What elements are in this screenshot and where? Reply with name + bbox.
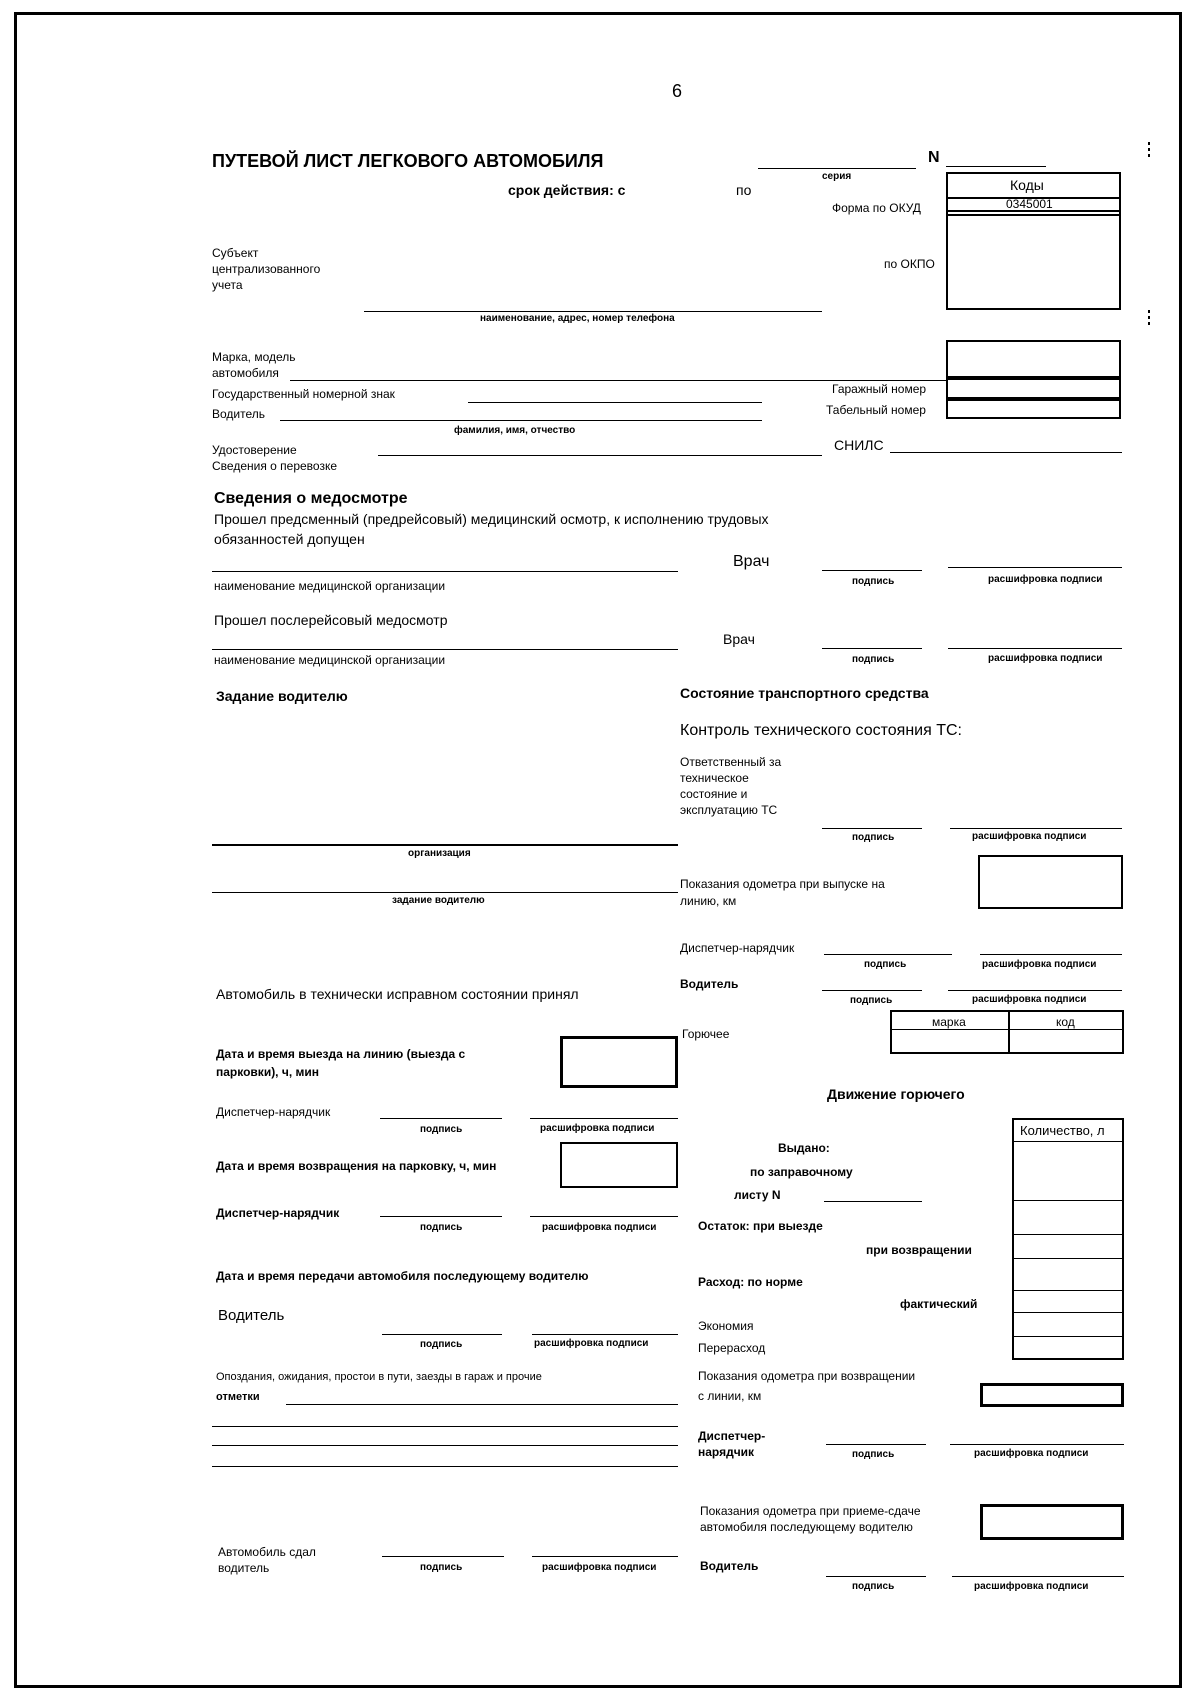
medical-heading: Сведения о медосмотре xyxy=(214,490,408,507)
snils-line xyxy=(890,452,1122,453)
subject-line xyxy=(364,311,822,312)
odometer-hand-label: Показания одометра при приеме-сдаче xyxy=(700,1504,921,1518)
dispatcher2-label: Диспетчер- xyxy=(698,1429,766,1443)
resp-sig-line[interactable] xyxy=(822,828,922,829)
resp-label: техническое xyxy=(680,771,749,785)
dispatcher-decode-line-1[interactable] xyxy=(530,1118,678,1119)
driver-label-left: Водитель xyxy=(218,1307,285,1324)
decode-caption: расшифровка подписи xyxy=(540,1123,655,1134)
decode-caption: расшифровка подписи xyxy=(982,959,1097,970)
handed-sig-line[interactable] xyxy=(382,1556,504,1557)
qty-row-divider xyxy=(1012,1141,1124,1142)
qty-row-divider xyxy=(1012,1290,1124,1291)
driver-line xyxy=(280,420,762,421)
margin-marks xyxy=(1148,310,1152,328)
dispatcher-label-1: Диспетчер-нарядчик xyxy=(216,1105,331,1119)
make-label: автомобиля xyxy=(212,366,279,380)
validity-to-label: по xyxy=(736,182,752,198)
med-org-line-2 xyxy=(212,649,678,650)
driver2-label: Водитель xyxy=(700,1559,759,1573)
med-org-caption-2: наименование медицинской организации xyxy=(214,653,446,667)
dispatcher-sig-line-1[interactable] xyxy=(380,1118,502,1119)
sig-caption: подпись xyxy=(852,1581,895,1592)
doctor-sig-line-2[interactable] xyxy=(822,648,922,649)
series-input[interactable] xyxy=(760,150,914,166)
odometer-ret-label: с линии, км xyxy=(698,1389,762,1403)
dispatcher2-label: нарядчик xyxy=(698,1445,755,1459)
odometer-hand-label: автомобиля последующему водителю xyxy=(700,1520,913,1534)
sig-caption: подпись xyxy=(864,959,907,970)
org-input[interactable] xyxy=(214,826,676,842)
snils-label: СНИЛС xyxy=(834,437,884,453)
sig-caption: подпись xyxy=(850,995,893,1006)
by-card-label: по заправочному xyxy=(750,1165,853,1179)
series-line xyxy=(758,168,916,169)
okud-value: 0345001 xyxy=(1006,197,1053,211)
decode-caption: расшифровка подписи xyxy=(974,1581,1089,1592)
economy-label: Экономия xyxy=(698,1319,754,1333)
doctor-label-2: Врач xyxy=(723,631,755,647)
handed-label: Автомобиль сдал xyxy=(218,1545,316,1559)
card-number-line xyxy=(824,1201,922,1202)
task-caption: задание водителю xyxy=(392,895,485,906)
doctor-decode-line-2[interactable] xyxy=(948,648,1122,649)
driver-input[interactable] xyxy=(282,403,760,419)
fuel-table-divider xyxy=(1008,1010,1010,1054)
number-input[interactable] xyxy=(948,148,1044,164)
margin-marks xyxy=(1148,142,1152,160)
qty-header: Количество, л xyxy=(1020,1123,1105,1138)
okpo-cell[interactable] xyxy=(946,214,1121,310)
driver-label: Водитель xyxy=(212,407,266,421)
rest-out-label: Остаток: при выезде xyxy=(698,1219,823,1233)
plate-label: Государственный номерной знак xyxy=(212,387,395,401)
decode-caption: расшифровка подписи xyxy=(972,831,1087,842)
qty-row-divider xyxy=(1012,1336,1124,1337)
task-input[interactable] xyxy=(214,874,676,890)
driver-sig-line-left[interactable] xyxy=(382,1334,502,1335)
garage-cell[interactable] xyxy=(946,378,1121,399)
page-title: ПУТЕВОЙ ЛИСТ ЛЕГКОВОГО АВТОМОБИЛЯ xyxy=(212,151,604,171)
make-code-cell[interactable] xyxy=(946,340,1121,378)
decode-caption: расшифровка подписи xyxy=(988,574,1103,585)
accepted-text: Автомобиль в технически исправном состоянии принял xyxy=(216,986,579,1002)
subject-input[interactable] xyxy=(366,293,820,309)
marks-input[interactable] xyxy=(288,1387,676,1403)
marks-line xyxy=(212,1426,678,1427)
task-heading: Задание водителю xyxy=(216,688,348,704)
resp-label: Ответственный за xyxy=(680,755,782,769)
control-heading: Контроль технического состояния ТС: xyxy=(680,722,962,739)
return-time-box[interactable] xyxy=(560,1142,678,1188)
departure-label: Дата и время выезда на линию (выезда с xyxy=(216,1047,466,1061)
task-line xyxy=(212,892,678,893)
by-card-label: листу N xyxy=(734,1188,781,1202)
number-line xyxy=(946,166,1046,167)
marks-line xyxy=(212,1445,678,1446)
marks-line xyxy=(212,1466,678,1467)
med-org-input-2[interactable] xyxy=(214,631,676,647)
sig-caption: подпись xyxy=(420,1562,463,1573)
fuel-brand-input[interactable] xyxy=(894,1033,1004,1050)
qty-row-divider xyxy=(1012,1258,1124,1259)
dispatcher-label-2: Диспетчер-нарядчик xyxy=(216,1206,340,1220)
odometer-hand-box[interactable] xyxy=(980,1504,1124,1540)
handed-label: водитель xyxy=(218,1561,270,1575)
rest-return-label: при возвращении xyxy=(866,1243,972,1257)
fuel-code-header: код xyxy=(1056,1015,1075,1029)
delays-label: Опоздания, ожидания, простои в пути, заезды в гараж и прочие xyxy=(216,1371,542,1383)
med-org-input-1[interactable] xyxy=(214,553,676,569)
dispatcher-sig-line-2[interactable] xyxy=(380,1216,502,1217)
departure-label: парковки), ч, мин xyxy=(216,1065,319,1079)
fuel-move-heading: Движение горючего xyxy=(827,1086,965,1102)
sig-caption: подпись xyxy=(420,1124,463,1135)
issued-label: Выдано: xyxy=(778,1141,830,1155)
return-label: Дата и время возвращения на парковку, ч, мин xyxy=(216,1159,497,1173)
departure-time-box[interactable] xyxy=(560,1036,678,1088)
dispatcher-decode-line-2[interactable] xyxy=(530,1216,678,1217)
garage-label: Гаражный номер xyxy=(832,382,927,396)
qty-row-divider xyxy=(1012,1312,1124,1313)
subject-label: централизованного xyxy=(212,262,321,276)
resp-decode-line[interactable] xyxy=(950,828,1122,829)
pre-exam-text: обязанностей допущен xyxy=(214,531,365,547)
sig-caption: подпись xyxy=(852,576,895,587)
series-caption: серия xyxy=(822,171,852,182)
sig-caption: подпись xyxy=(852,832,895,843)
marks-line xyxy=(286,1404,678,1405)
driver2-sig-line[interactable] xyxy=(826,1576,926,1577)
page-number: 6 xyxy=(672,81,683,101)
driver-decode-line-left[interactable] xyxy=(532,1334,678,1335)
driver-decode-line-right[interactable] xyxy=(948,990,1122,991)
snils-input[interactable] xyxy=(892,434,1120,450)
sig-caption: подпись xyxy=(852,1449,895,1460)
subject-label: учета xyxy=(212,278,243,292)
number-label: N xyxy=(928,149,940,166)
subject-caption: наименование, адрес, номер телефона xyxy=(480,313,675,324)
decode-caption: расшифровка подписи xyxy=(534,1338,649,1349)
decode-caption: расшифровка подписи xyxy=(988,653,1103,664)
validity-label: срок действия: с xyxy=(508,182,626,198)
fuel-table-divider xyxy=(890,1029,1124,1030)
odometer-out-label: линию, км xyxy=(680,894,737,908)
tab-cell[interactable] xyxy=(946,399,1121,419)
pre-exam-text: Прошел предсменный (предрейсовый) медицинский осмотр, к исполнению трудовых xyxy=(214,511,769,527)
odometer-out-label: Показания одометра при выпуске на xyxy=(680,877,885,891)
med-org-line-1 xyxy=(212,571,678,572)
license-line xyxy=(378,455,822,456)
handover-label: Дата и время передачи автомобиля последующему водителю xyxy=(216,1269,589,1283)
handed-decode-line[interactable] xyxy=(532,1556,678,1557)
driver-sig-line-right[interactable] xyxy=(822,990,922,991)
subject-label: Субъект xyxy=(212,246,259,260)
odometer-ret-label: Показания одометра при возвращении xyxy=(698,1369,916,1383)
codes-header: Коды xyxy=(1010,177,1044,193)
dispatcher-label-right: Диспетчер-нарядчик xyxy=(680,941,795,955)
transport-label: Сведения о перевозке xyxy=(212,459,338,473)
dispatcher2-decode-line[interactable] xyxy=(950,1444,1124,1445)
license-input[interactable] xyxy=(380,437,820,453)
decode-caption: расшифровка подписи xyxy=(542,1222,657,1233)
norm-label: Расход: по норме xyxy=(698,1275,803,1289)
resp-label: состояние и xyxy=(680,787,748,801)
driver2-decode-line[interactable] xyxy=(952,1576,1124,1577)
fuel-code-input[interactable] xyxy=(1012,1033,1120,1050)
plate-input[interactable] xyxy=(470,385,760,401)
org-line xyxy=(212,844,678,846)
fuel-label: Горючее xyxy=(682,1027,730,1041)
decode-caption: расшифровка подписи xyxy=(542,1562,657,1573)
odometer-out-box[interactable] xyxy=(978,855,1123,909)
card-number-input[interactable] xyxy=(826,1184,920,1200)
resp-label: эксплуатацию ТС xyxy=(680,803,778,817)
fio-caption: фамилия, имя, отчество xyxy=(454,425,576,436)
odometer-ret-box[interactable] xyxy=(980,1383,1124,1407)
make-input[interactable] xyxy=(292,362,942,378)
overuse-label: Перерасход xyxy=(698,1341,766,1355)
sig-caption: подпись xyxy=(420,1339,463,1350)
dispatcher-decode-line-right[interactable] xyxy=(980,954,1122,955)
tab-label: Табельный номер xyxy=(826,403,926,417)
make-line xyxy=(290,380,946,381)
sig-caption: подпись xyxy=(852,654,895,665)
med-org-caption-1: наименование медицинской организации xyxy=(214,579,446,593)
actual-label: фактический xyxy=(900,1297,978,1311)
driver-label-right: Водитель xyxy=(680,977,739,991)
okpo-label: по ОКПО xyxy=(884,257,935,271)
post-exam-text: Прошел послерейсовый медосмотр xyxy=(214,612,448,628)
fuel-brand-header: марка xyxy=(932,1015,966,1029)
license-label: Удостоверение xyxy=(212,443,297,457)
doctor-decode-line-1[interactable] xyxy=(948,567,1122,568)
decode-caption: расшифровка подписи xyxy=(974,1448,1089,1459)
doctor-sig-line-1[interactable] xyxy=(822,570,922,571)
condition-heading: Состояние транспортного средства xyxy=(680,685,929,701)
dispatcher-sig-line-right[interactable] xyxy=(824,954,952,955)
make-label: Марка, модель xyxy=(212,350,296,364)
qty-table xyxy=(1012,1118,1124,1360)
doctor-label-1: Врач xyxy=(733,553,770,570)
org-caption: организация xyxy=(408,848,471,859)
qty-row-divider xyxy=(1012,1234,1124,1235)
marks-label: отметки xyxy=(216,1391,260,1403)
sig-caption: подпись xyxy=(420,1222,463,1233)
dispatcher2-sig-line[interactable] xyxy=(826,1444,926,1445)
decode-caption: расшифровка подписи xyxy=(972,994,1087,1005)
okud-label: Форма по ОКУД xyxy=(832,201,921,215)
qty-row-divider xyxy=(1012,1200,1124,1201)
